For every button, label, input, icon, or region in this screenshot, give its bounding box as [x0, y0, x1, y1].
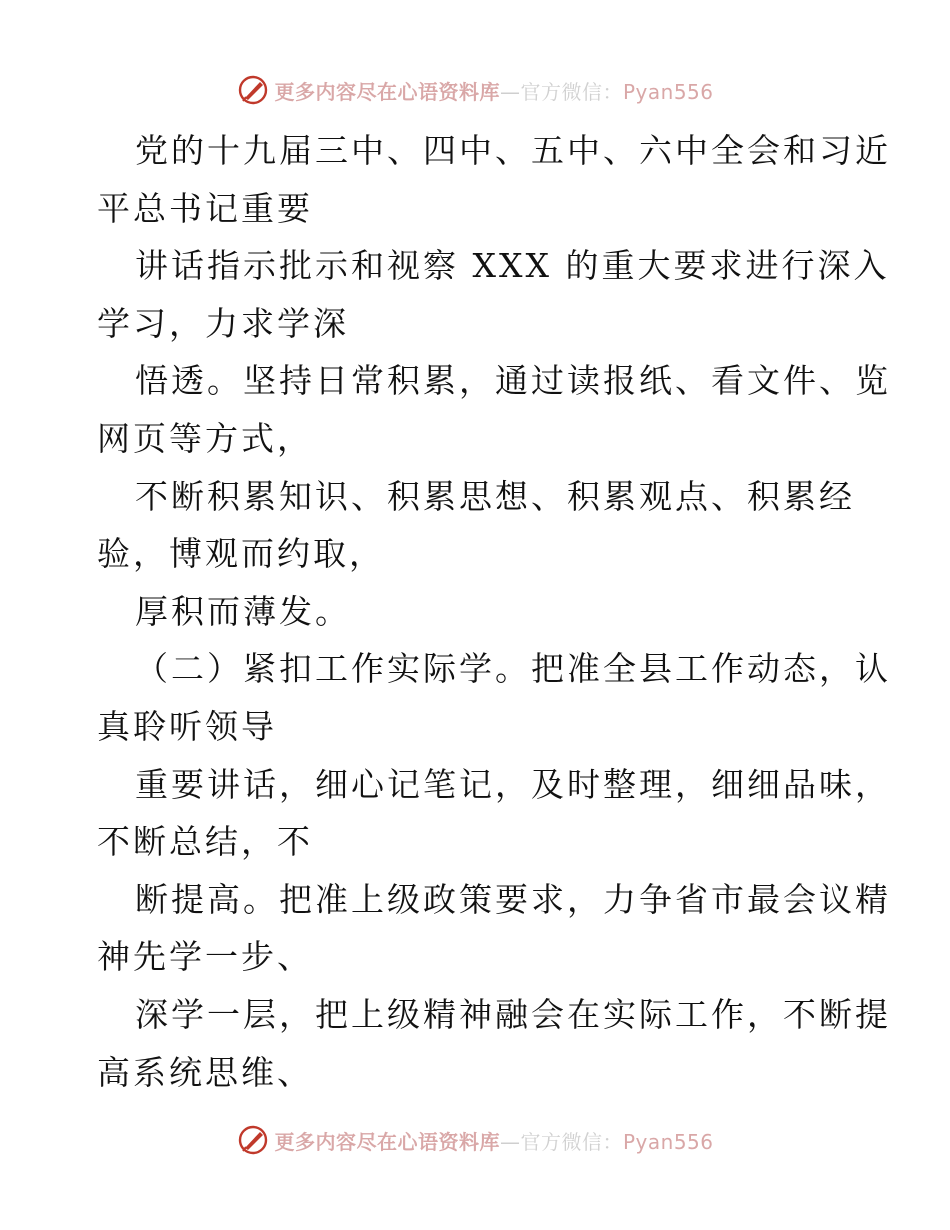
quill-pen-logo-icon [236, 73, 270, 107]
text-line: 深学一层，把上级精神融会在实际工作，不断提 [135, 994, 891, 1034]
footer-watermark [0, 1120, 950, 1160]
text-line: 不断积累知识、积累思想、积累观点、积累经 [135, 476, 855, 516]
watermark-wechat-id: Pyan556 [622, 1129, 714, 1154]
watermark-separator: — [499, 1129, 521, 1154]
watermark-wechat-id: Pyan556 [622, 79, 714, 104]
text-line: 讲话指示批示和视察 XXX 的重大要求进行深入 [135, 246, 890, 286]
text-line: 网页等方式， [97, 418, 313, 458]
text-line: 党的十九届三中、四中、五中、六中全会和习近 [135, 131, 891, 170]
text-line: 真聆听领导 [97, 706, 277, 746]
watermark-separator: — [499, 79, 521, 104]
document-body [97, 122, 891, 1101]
text-line: 重要讲话，细心记笔记，及时整理，细细品味， [135, 764, 891, 804]
header-watermark [0, 70, 950, 110]
watermark-wechat-label: 官方微信： [520, 79, 623, 104]
text-line: 断提高。把准上级政策要求，力争省市最会议精 [135, 879, 891, 919]
watermark-wechat-label: 官方微信： [520, 1129, 623, 1154]
watermark-main-text: 更多内容尽在心语资料库 [274, 79, 500, 104]
text-line: 神先学一步、 [97, 937, 313, 977]
text-line: 高系统思维、 [97, 1052, 313, 1092]
text-line: 学习，力求学深 [97, 303, 349, 343]
watermark-text [274, 1126, 713, 1155]
text-line: 厚积而薄发。 [135, 591, 351, 631]
watermark-main-text: 更多内容尽在心语资料库 [274, 1129, 500, 1154]
text-line: 悟透。坚持日常积累，通过读报纸、看文件、览 [135, 361, 891, 401]
watermark-text [274, 76, 713, 105]
text-line: 平总书记重要 [97, 188, 313, 228]
text-line: （二）紧扣工作实际学。把准全县工作动态，认 [135, 649, 891, 689]
text-line: 不断总结，不 [97, 822, 313, 862]
quill-pen-logo-icon [236, 1123, 270, 1157]
text-line: 验，博观而约取， [97, 534, 385, 574]
